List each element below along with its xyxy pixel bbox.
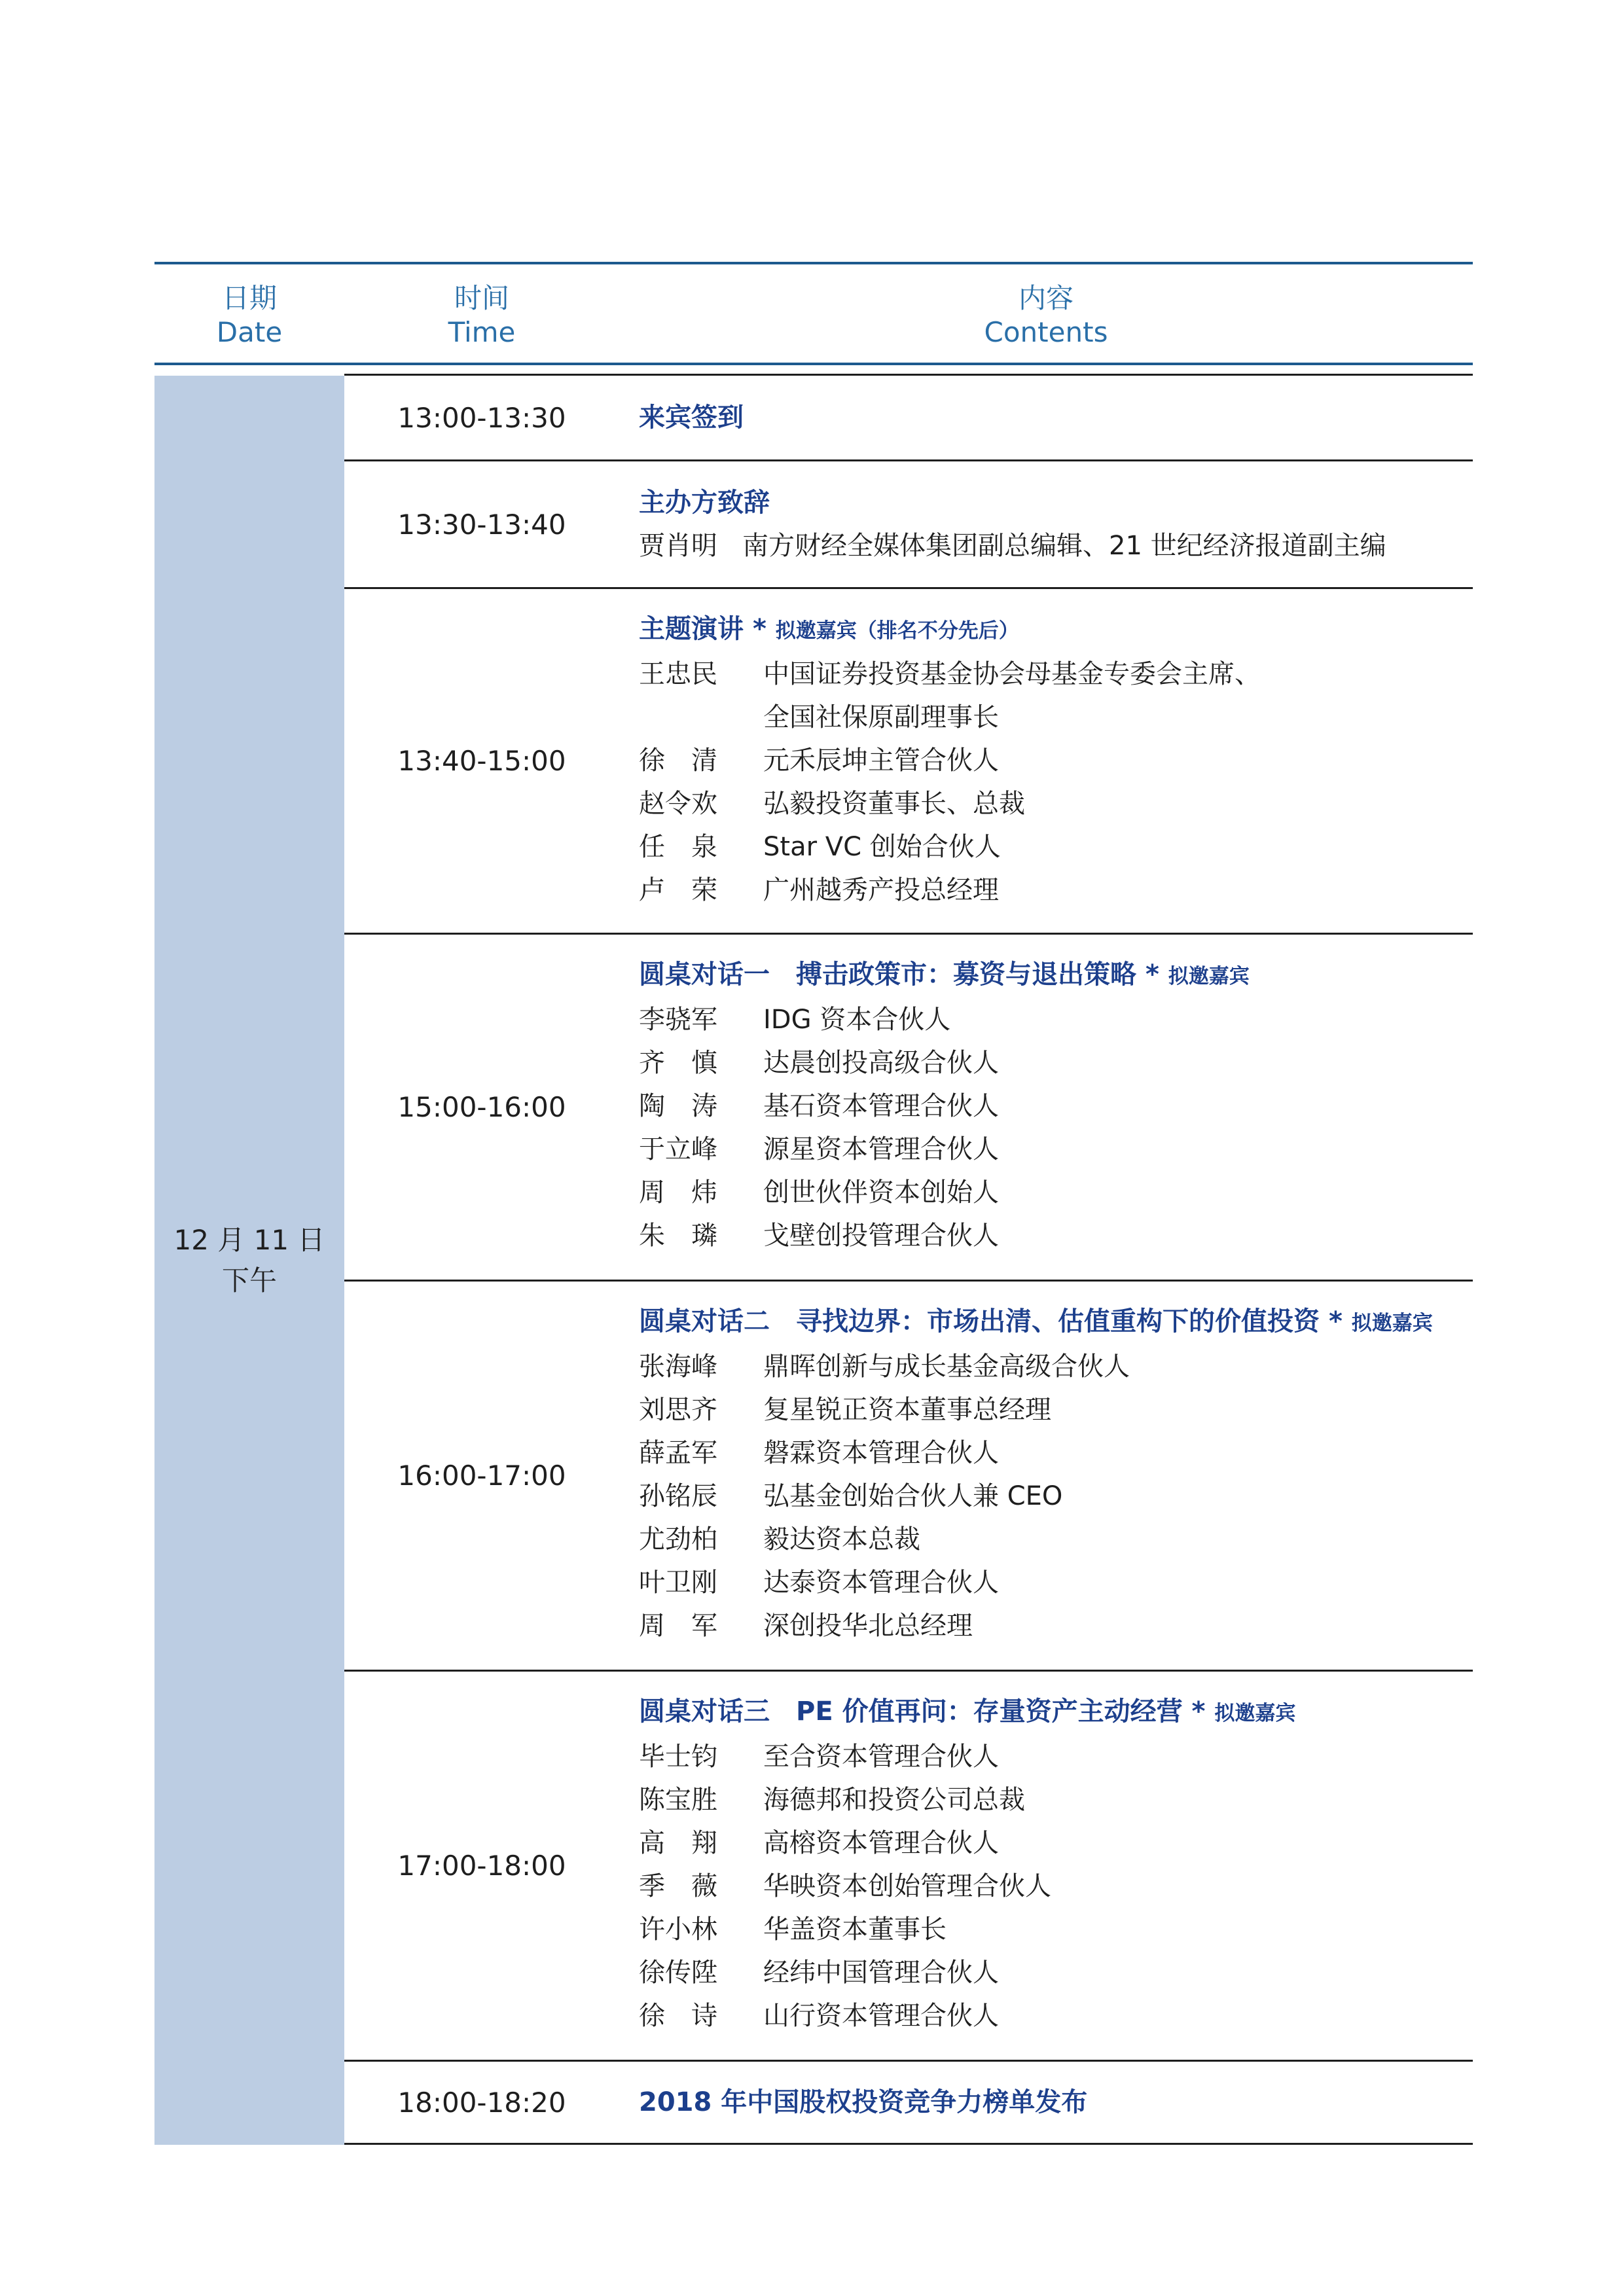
invited-note: 拟邀嘉宾 — [1214, 1702, 1296, 1725]
speaker-role: 弘基金创始合伙人兼 CEO — [763, 1481, 1063, 1511]
row-title — [639, 953, 1473, 998]
speaker-name: 任 泉 — [639, 832, 717, 862]
speaker-role: 高榕资本管理合伙人 — [763, 1828, 999, 1858]
speaker-list — [639, 1345, 1473, 1647]
speaker-role: 华映资本创始管理合伙人 — [763, 1871, 1051, 1901]
speaker-name: 王忠民 — [639, 659, 717, 689]
speaker-name: 周 军 — [639, 1611, 717, 1641]
row-time: 15:00-16:00 — [397, 1091, 566, 1123]
speaker-role: 毅达资本总裁 — [763, 1524, 920, 1554]
speaker-name: 季 薇 — [639, 1871, 717, 1901]
speaker-line — [639, 696, 1473, 739]
speaker-name: 陶 涛 — [639, 1091, 717, 1121]
speaker-name: 高 翔 — [639, 1828, 717, 1858]
speaker-name: 尤劲柏 — [639, 1524, 717, 1554]
header-contents-cn: 内容 — [1018, 282, 1074, 314]
speaker-line — [639, 1431, 1473, 1475]
speaker-name — [639, 696, 763, 739]
speaker-line — [639, 1951, 1473, 1994]
speaker-line — [639, 998, 1473, 1041]
speaker-line — [639, 1475, 1473, 1518]
speaker-line — [639, 1345, 1473, 1388]
speaker-name: 叶卫刚 — [639, 1568, 717, 1598]
speaker-role: 深创投华北总经理 — [763, 1611, 973, 1641]
speaker-line — [639, 1085, 1473, 1128]
header-time-cn: 时间 — [454, 282, 509, 314]
row-title — [639, 1300, 1473, 1345]
speaker-line — [639, 869, 1473, 912]
speaker-role: 源星资本管理合伙人 — [763, 1134, 999, 1164]
row-content — [619, 935, 1473, 1280]
row-content — [619, 1672, 1473, 2060]
header-date-en: Date — [216, 316, 283, 348]
speaker-name: 赵令欢 — [639, 789, 717, 819]
speaker-line — [639, 1128, 1473, 1171]
date-cell — [154, 376, 344, 2145]
speaker-line — [639, 1994, 1473, 2037]
asterisk-mark: * — [1145, 960, 1159, 990]
row-time: 18:00-18:20 — [397, 2086, 566, 2119]
schedule-row-panel-2 — [344, 1282, 1473, 1672]
row-content — [619, 589, 1473, 933]
asterisk-mark: * — [752, 614, 767, 644]
speaker-name: 陈宝胜 — [639, 1785, 717, 1815]
speaker-line — [639, 1171, 1473, 1214]
speaker-name: 徐 诗 — [639, 2001, 717, 2031]
row-time: 16:00-17:00 — [397, 1460, 566, 1492]
speaker-role: 元禾辰坤主管合伙人 — [763, 745, 999, 776]
speaker-line — [639, 1604, 1473, 1647]
date-period: 下午 — [221, 1264, 277, 1297]
date-day: 12 月 11 日 — [173, 1223, 325, 1256]
invited-note: 拟邀嘉宾 — [1351, 1312, 1433, 1335]
speaker-line — [639, 825, 1473, 869]
row-time: 17:00-18:00 — [397, 1850, 566, 1882]
header-contents — [619, 281, 1473, 350]
schedule-row-panel-1 — [344, 935, 1473, 1282]
speaker-role: 戈壁创投管理合伙人 — [763, 1221, 999, 1251]
speaker-role: 磐霖资本管理合伙人 — [763, 1438, 999, 1468]
schedule-row-opening — [344, 461, 1473, 589]
speaker-role: Star VC 创始合伙人 — [763, 832, 1001, 862]
speaker-role: 中国证券投资基金协会母基金专委会主席、 — [763, 659, 1261, 689]
speaker-name: 贾肖明 — [639, 531, 717, 561]
speaker-role: 至合资本管理合伙人 — [763, 1742, 999, 1772]
speaker-role: 经纬中国管理合伙人 — [763, 1958, 999, 1988]
speaker-name: 毕士钧 — [639, 1742, 717, 1772]
speaker-role: 华盖资本董事长 — [763, 1914, 947, 1945]
speaker-line — [639, 1821, 1473, 1865]
row-title: 来宾签到 — [639, 403, 744, 433]
row-title — [639, 1690, 1473, 1735]
speaker-line — [639, 1778, 1473, 1821]
speaker-name: 周 炜 — [639, 1177, 717, 1208]
speaker-name: 孙铭辰 — [639, 1481, 717, 1511]
speaker-name: 许小林 — [639, 1914, 717, 1945]
speaker-line — [639, 524, 1473, 567]
speaker-line — [639, 739, 1473, 782]
row-time: 13:40-15:00 — [397, 745, 566, 777]
speaker-role: 基石资本管理合伙人 — [763, 1091, 999, 1121]
speaker-line — [639, 1388, 1473, 1431]
speaker-line — [639, 653, 1473, 696]
speaker-role: 全国社保原副理事长 — [763, 702, 999, 732]
schedule-row-checkin — [344, 376, 1473, 461]
row-content — [619, 1282, 1473, 1670]
speaker-name: 徐传陞 — [639, 1958, 717, 1988]
speaker-line — [639, 1735, 1473, 1778]
row-time: 13:30-13:40 — [397, 508, 566, 541]
row-time: 13:00-13:30 — [397, 401, 566, 434]
speaker-name: 张海峰 — [639, 1352, 717, 1382]
row-title: 主办方致辞 — [639, 488, 770, 518]
header-date — [154, 281, 344, 350]
speaker-role: IDG 资本合伙人 — [763, 1005, 951, 1035]
row-title-text: 圆桌对话二 寻找边界：市场出清、估值重构下的价值投资 — [639, 1306, 1320, 1336]
row-title-text: 圆桌对话三 PE 价值再问：存量资产主动经营 — [639, 1696, 1183, 1727]
speaker-list — [639, 1735, 1473, 2037]
row-content — [619, 376, 1473, 459]
schedule-row-ranking-release — [344, 2062, 1473, 2145]
speaker-line — [639, 1561, 1473, 1604]
speaker-line — [639, 1041, 1473, 1085]
header-date-cn: 日期 — [221, 282, 277, 314]
asterisk-mark: * — [1328, 1306, 1343, 1336]
speaker-role: 创世伙伴资本创始人 — [763, 1177, 999, 1208]
row-title — [639, 607, 1473, 653]
row-title-text: 主题演讲 — [639, 614, 744, 644]
speaker-list — [639, 998, 1473, 1257]
speaker-role: 山行资本管理合伙人 — [763, 2001, 999, 2031]
speaker-name: 徐 清 — [639, 745, 717, 776]
speaker-name: 朱 璘 — [639, 1221, 717, 1251]
speaker-list — [639, 653, 1473, 912]
invited-note: 拟邀嘉宾 — [1168, 965, 1250, 988]
schedule-sheet — [154, 262, 1473, 2145]
header-contents-en: Contents — [984, 316, 1108, 348]
speaker-line — [639, 1518, 1473, 1561]
speaker-role: 广州越秀产投总经理 — [763, 875, 999, 905]
row-content — [619, 2062, 1473, 2143]
schedule-row-keynote — [344, 589, 1473, 935]
speaker-name: 李骁军 — [639, 1005, 717, 1035]
header-time-en: Time — [448, 316, 516, 348]
speaker-name: 于立峰 — [639, 1134, 717, 1164]
schedule-table — [154, 376, 1473, 2145]
schedule-row-panel-3 — [344, 1672, 1473, 2062]
speaker-role: 达泰资本管理合伙人 — [763, 1568, 999, 1598]
speaker-name: 刘思齐 — [639, 1395, 717, 1425]
speaker-role: 达晨创投高级合伙人 — [763, 1048, 999, 1078]
speaker-role: 海德邦和投资公司总裁 — [763, 1785, 1025, 1815]
row-title-text: 圆桌对话一 搏击政策市：募资与退出策略 — [639, 960, 1136, 990]
speaker-name: 齐 慎 — [639, 1048, 717, 1078]
speaker-line — [639, 1214, 1473, 1257]
row-content — [619, 461, 1473, 587]
speaker-line — [639, 1908, 1473, 1951]
asterisk-mark: * — [1191, 1696, 1206, 1727]
speaker-name: 卢 荣 — [639, 875, 717, 905]
speaker-role: 鼎晖创新与成长基金高级合伙人 — [763, 1352, 1130, 1382]
speaker-line — [639, 1865, 1473, 1908]
speaker-role: 弘毅投资董事长、总裁 — [763, 789, 1025, 819]
table-header — [154, 264, 1473, 363]
speaker-name: 薛孟军 — [639, 1438, 717, 1468]
header-time — [344, 281, 619, 350]
speaker-line — [639, 782, 1473, 825]
speaker-role: 复星锐正资本董事总经理 — [763, 1395, 1051, 1425]
row-title: 2018 年中国股权投资竞争力榜单发布 — [639, 2087, 1088, 2117]
speaker-role: 南方财经全媒体集团副总编辑、21 世纪经济报道副主编 — [742, 531, 1386, 561]
invited-note: 拟邀嘉宾（排名不分先后） — [775, 619, 1019, 643]
